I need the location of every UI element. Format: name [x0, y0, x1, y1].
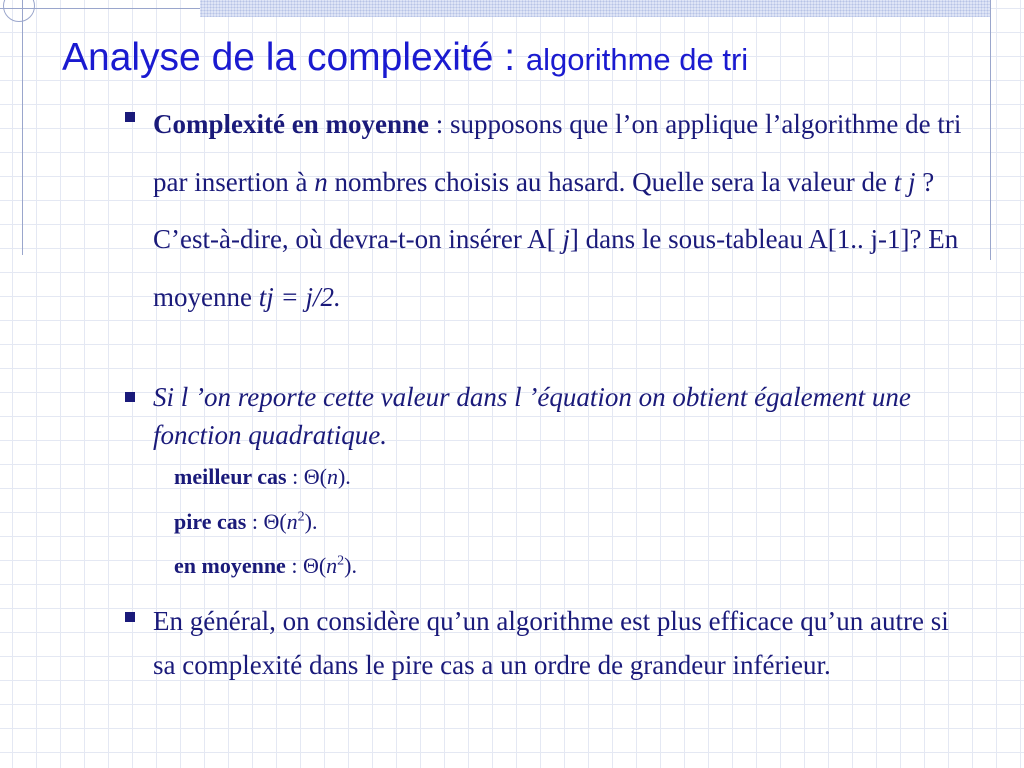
- case-average-close: ).: [344, 553, 357, 578]
- decorative-line-right: [990, 0, 991, 260]
- decorative-line-top-overlay: [0, 8, 200, 9]
- bullet1-text-3: ? C’est-à-dire, où devra-t-on insérer A[: [153, 166, 935, 255]
- decorative-line-left: [22, 0, 23, 255]
- bullet1-var-tj: t j: [893, 166, 916, 197]
- dotted-top-banner: [200, 0, 990, 17]
- bullet1-heading: Complexité en moyenne: [153, 109, 429, 139]
- bullet1-text-1: : supposons que l’on applique l’algorithme de tri par insertion à: [153, 109, 962, 197]
- bullet1-formula: tj = j/2.: [258, 281, 341, 312]
- case-best-theta: Θ(: [303, 464, 327, 489]
- case-average-label: en moyenne: [174, 553, 286, 578]
- bullet-marker-2: [125, 392, 135, 402]
- case-worst-label: pire cas: [174, 509, 247, 534]
- case-average-var: n: [326, 553, 338, 578]
- case-best: [174, 464, 351, 490]
- bullet-en-general: En général, on considère qu’un algorithme est plus efficace qu’un autre si sa complexité dans le pire cas a un ordre de grandeur inférieur.: [153, 606, 949, 680]
- bullet-marker-3: [125, 612, 135, 622]
- case-worst-exp: 2: [297, 509, 305, 525]
- case-worst-var: n: [286, 509, 298, 534]
- decorative-circle: [3, 0, 35, 22]
- case-best-var: n: [326, 464, 338, 489]
- case-average-sep: :: [285, 553, 303, 578]
- case-best-sep: :: [286, 464, 304, 489]
- slide-title: [62, 36, 748, 80]
- title-sub: algorithme de tri: [525, 42, 749, 77]
- bullet-complexite-en-moyenne: [153, 96, 973, 326]
- case-best-close: ).: [337, 464, 351, 489]
- bullet1-text-4: ] dans le sous-tableau A[1.. j-1]? En moyenne: [153, 224, 959, 312]
- case-worst-theta: Θ(: [263, 509, 287, 534]
- bullet1-var-n: n: [314, 166, 328, 197]
- case-worst-close: ).: [304, 509, 318, 534]
- bullet-equation-quadratique: Si l ’on reporte cette valeur dans l ’équation on obtient également une fonction quadratique.: [153, 382, 911, 450]
- title-main: Analyse de la complexité :: [62, 36, 526, 79]
- case-best-label: meilleur cas: [174, 464, 287, 489]
- case-average-theta: Θ(: [302, 553, 327, 578]
- case-worst-sep: :: [246, 509, 264, 534]
- bullet-marker-1: [125, 112, 135, 122]
- case-average: [174, 553, 357, 579]
- bullet1-text-2: nombres choisis au hasard. Quelle sera la valeur de: [327, 166, 894, 197]
- bullet1-var-j: j: [562, 224, 570, 255]
- case-worst: [174, 509, 317, 535]
- case-average-exp: 2: [337, 553, 345, 569]
